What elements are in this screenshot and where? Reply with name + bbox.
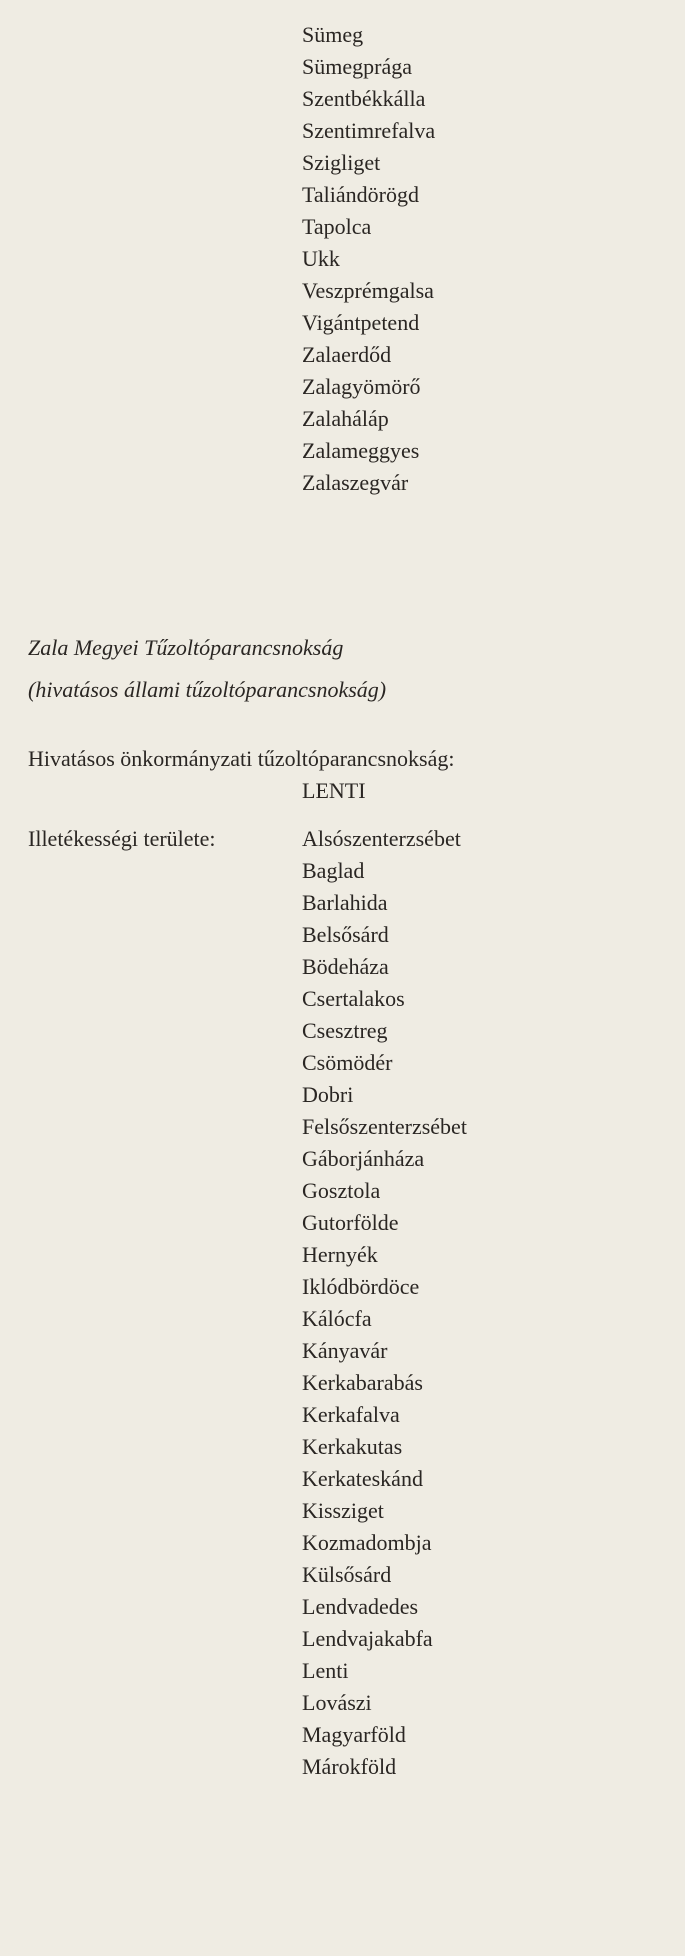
- settlement-name: Szentbékkálla: [302, 86, 426, 111]
- settlement-list-bottom: [302, 823, 467, 1783]
- settlement-name: Kerkabarabás: [302, 1370, 423, 1395]
- settlement-name: Kerkakutas: [302, 1434, 403, 1459]
- settlement-name: Veszprémgalsa: [302, 278, 434, 303]
- settlement-name: Zalaszegvár: [302, 470, 409, 495]
- settlement-name: Ukk: [302, 246, 340, 271]
- settlement-name: Zalaerdőd: [302, 342, 392, 367]
- professional-command-label: Hivatásos önkormányzati tűzoltóparancsnokság:: [28, 746, 455, 771]
- settlement-name: Tapolca: [302, 214, 372, 239]
- settlement-name: Vigántpetend: [302, 310, 420, 335]
- settlement-name: Bödeháza: [302, 954, 389, 979]
- settlement-list-top: [302, 19, 435, 499]
- professional-command-value: LENTI: [302, 778, 366, 803]
- settlement-name: Kálócfa: [302, 1306, 372, 1331]
- settlement-name: Lenti: [302, 1658, 349, 1683]
- settlement-name: Felsőszenterzsébet: [302, 1114, 467, 1139]
- settlement-name: Dobri: [302, 1082, 354, 1107]
- settlement-name: Lovászi: [302, 1690, 372, 1715]
- settlement-name: Szentimrefalva: [302, 118, 436, 143]
- settlement-name: Zalameggyes: [302, 438, 420, 463]
- settlement-name: Kányavár: [302, 1338, 388, 1363]
- settlement-name: Csesztreg: [302, 1018, 388, 1043]
- settlement-name: Alsószenterzsébet: [302, 826, 461, 851]
- section-subheading: (hivatásos állami tűzoltóparancsnokság): [28, 677, 387, 702]
- settlement-name: Szigliget: [302, 150, 381, 175]
- settlement-name: Sümegprága: [302, 54, 412, 79]
- settlement-name: Zalagyömörő: [302, 374, 421, 399]
- settlement-name: Kissziget: [302, 1498, 384, 1523]
- settlement-name: Gáborjánháza: [302, 1146, 425, 1171]
- settlement-name: Taliándörögd: [302, 182, 419, 207]
- settlement-name: Baglad: [302, 858, 365, 883]
- jurisdiction-label: Illetékességi területe:: [28, 826, 216, 851]
- settlement-name: Külsősárd: [302, 1562, 392, 1587]
- settlement-name: Kozmadombja: [302, 1530, 432, 1555]
- settlement-name: Kerkafalva: [302, 1402, 400, 1427]
- settlement-name: Márokföld: [302, 1754, 397, 1779]
- settlement-name: Lendvajakabfa: [302, 1626, 433, 1651]
- settlement-name: Csömödér: [302, 1050, 393, 1075]
- settlement-name: Sümeg: [302, 22, 364, 47]
- settlement-name: Magyarföld: [302, 1722, 406, 1747]
- settlement-name: Csertalakos: [302, 986, 405, 1011]
- section-heading: Zala Megyei Tűzoltóparancsnokság: [28, 635, 344, 660]
- settlement-name: Barlahida: [302, 890, 388, 915]
- settlement-name: Iklódbördöce: [302, 1274, 420, 1299]
- settlement-name: Lendvadedes: [302, 1594, 419, 1619]
- settlement-name: Zalaháláp: [302, 406, 389, 431]
- settlement-name: Gosztola: [302, 1178, 381, 1203]
- settlement-name: Gutorfölde: [302, 1210, 399, 1235]
- settlement-name: Kerkateskánd: [302, 1466, 423, 1491]
- settlement-name: Belsősárd: [302, 922, 389, 947]
- settlement-name: Hernyék: [302, 1242, 378, 1267]
